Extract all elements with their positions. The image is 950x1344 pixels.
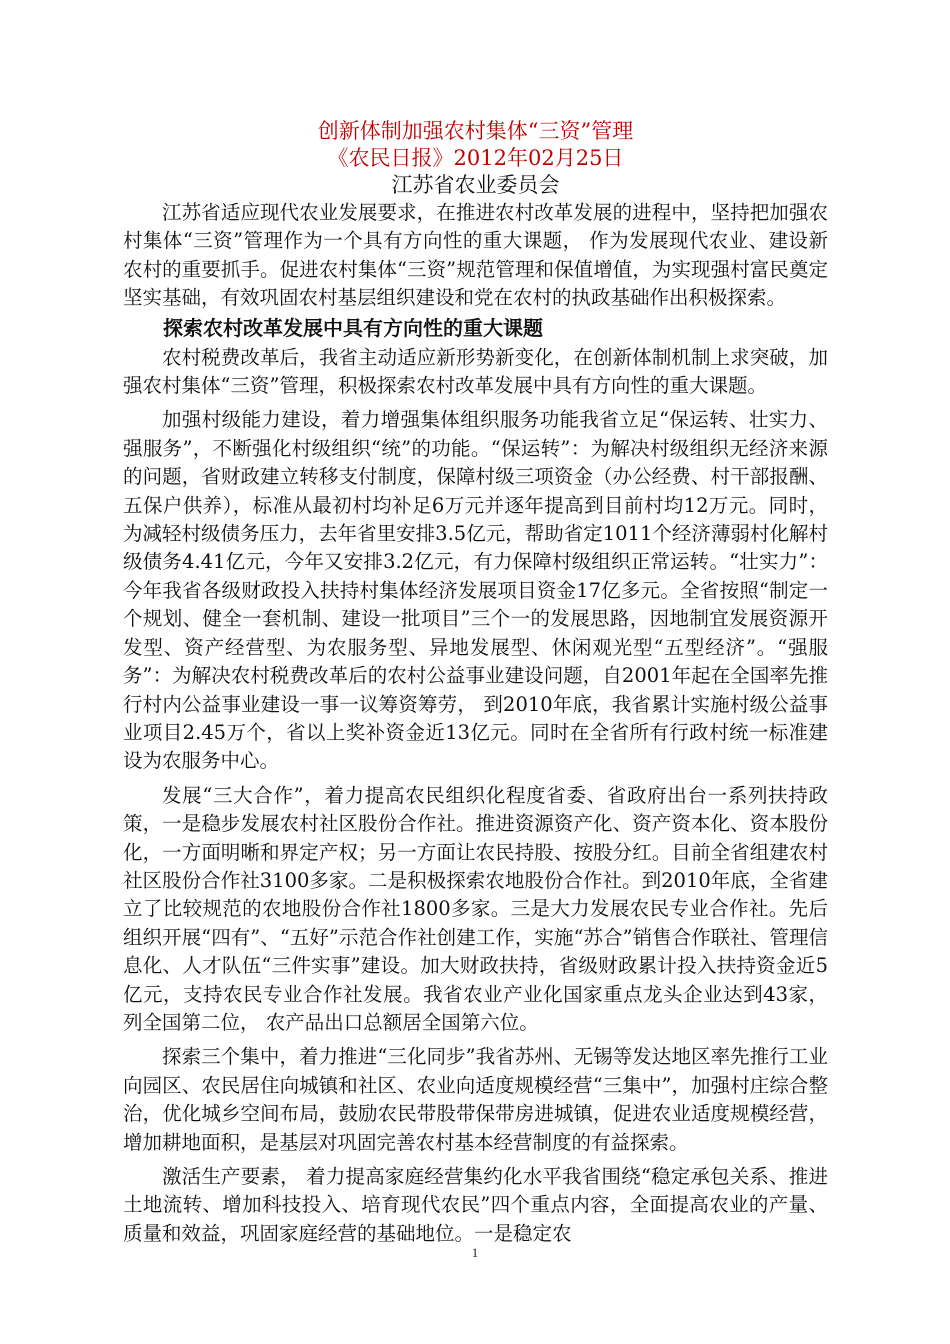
- body-paragraph: 激活生产要素， 着力提高家庭经营集约化水平我省围绕“稳定承包关系、推进土地流转、增加科技投入、培育现代农民”四个重点内容，全面提高农业的产量、质量和效益，巩固家庭经营的基础地位。一是稳定农: [123, 1165, 828, 1245]
- section-heading: 探索农村改革发展中具有方向性的重大课题: [163, 315, 543, 340]
- document-author: 江苏省农业委员会: [391, 173, 560, 197]
- body-paragraph: 农村税费改革后，我省主动适应新形势新变化，在创新体制机制上求突破，加强农村集体“三资”管理，积极探索农村改革发展中具有方向性的重大课题。: [123, 345, 828, 398]
- body-paragraph: 探索三个集中，着力推进“三化同步”我省苏州、无锡等发达地区率先推行工业向园区、农民居住向城镇和社区、农业向适度规模经营“三集中”，加强村庄综合整治，优化城乡空间布局，鼓励农民带股带保带房进城镇，促进农业适度规模经营，增加耕地面积，是基层对巩固完善农村基本经营制度的有益探索。: [123, 1045, 828, 1154]
- document-page: [123, 118, 828, 1248]
- intro-paragraph: 江苏省适应现代农业发展要求，在推进农村改革发展的进程中，坚持把加强农村集体“三资”管理作为一个具有方向性的重大课题， 作为发展现代农业、建设新农村的重要抓手。促进农村集体“三资”规范管理和保值增值，为实现强村富民奠定坚实基础，有效巩固农村基层组织建设和党在农村的执政基础作出积极探索。: [123, 201, 828, 310]
- document-title: 创新体制加强农村集体“三资”管理: [317, 119, 634, 143]
- body-paragraph: 加强村级能力建设，着力增强集体组织服务功能我省立足“保运转、壮实力、强服务”，不断强化村级组织“统”的功能。“保运转”：为解决村级组织无经济来源的问题，省财政建立转移支付制度，保障村级三项资金（办公经费、村干部报酬、五保户供养），标准从最初村均补足6万元并逐年提高到目前村均12万元。同时，为减轻村级债务压力，去年省里安排3.5亿元，帮助省定1011个经济薄弱村化解村级债务4.41亿元，今年又安排3.2亿元，有力保障村级组织正常运转。“壮实力”：今年我省各级财政投入扶持村集体经济发展项目资金17亿多元。全省按照“制定一个规划、健全一套机制、建设一批项目”三个一的发展思路，因地制宜发展资源开发型、资产经营型、为农服务型、异地发展型、休闲观光型“五型经济”。“强服务”：为解决农村税费改革后的农村公益事业建设问题，自2001年起在全国率先推行村内公益事业建设一事一议筹资筹劳， 到2010年底，我省累计实施村级公益事业项目2.45万个，省以上奖补资金近13亿元。同时在全省所有行政村统一标准建设为农服务中心。: [123, 408, 828, 773]
- body-paragraph: 发展“三大合作”，着力提高农民组织化程度省委、省政府出台一系列扶持政策，一是稳步发展农村社区股份合作社。推进资源资产化、资产资本化、资本股份化，一方面明晰和界定产权；另一方面让农民持股、按股分红。目前全省组建农村社区股份合作社3100多家。二是积极探索农地股份合作社。到2010年底，全省建立了比较规范的农地股份合作社1800多家。三是大力发展农民专业合作社。先后组织开展“四有”、“五好”示范合作社创建工作，实施“苏合”销售合作联社、管理信息化、人才队伍“三件实事”建设。加大财政扶持，省级财政累计投入扶持资金近5亿元，支持农民专业合作社发展。我省农业产业化国家重点龙头企业达到43家， 列全国第二位， 农产品出口总额居全国第六位。: [123, 783, 828, 1034]
- page-number: 1: [471, 1245, 479, 1260]
- document-source: 《农民日报》2012年02月25日: [327, 146, 624, 170]
